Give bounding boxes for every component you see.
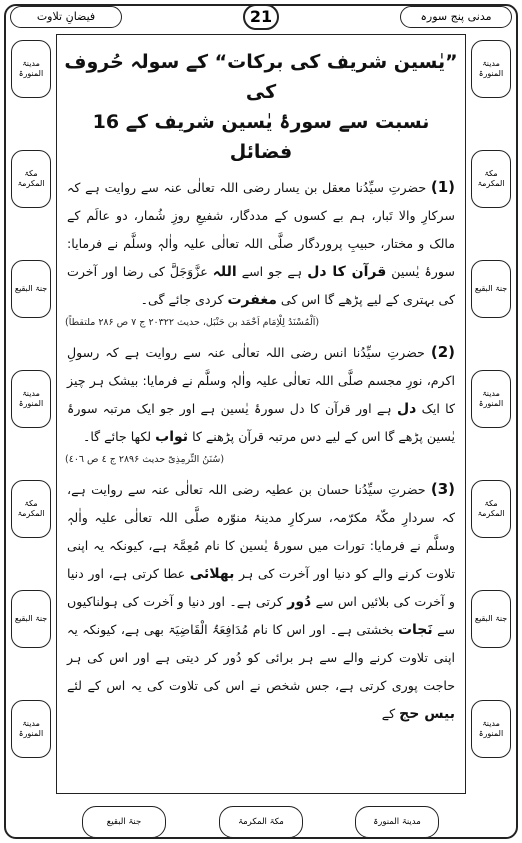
sidebar-cartouche: مکۃ المکرمۃ	[471, 150, 511, 208]
section-3	[57, 469, 465, 728]
footer-cartouche-baqi: جنۃ البقیع	[82, 806, 166, 838]
highlight-text: بیس حج	[399, 706, 455, 722]
section-1	[57, 167, 465, 314]
footer-cartouche-makkah: مکۃ المکرمۃ	[219, 806, 303, 838]
sidebar-cartouche: مکۃ المکرمۃ	[11, 480, 51, 538]
sidebar-cartouche: مکۃ المکرمۃ	[471, 480, 511, 538]
page-number: 21	[243, 4, 279, 30]
sidebar-cartouche: مکۃ المکرمۃ	[11, 150, 51, 208]
section-text: ہے اور قرآن کا دل سورۂ یٰسین ہے اور جو ایک مرتبہ سورۂ یٰسین پڑھے گا اس کے لیے دس مرتبہ قرآن پڑھنے کا	[67, 401, 455, 444]
highlight-text: قرآن کا دل	[307, 264, 387, 280]
title-line-1: ”یٰسین شریف کی برکات“ کے سولہ حُروف کی	[64, 51, 458, 103]
left-sidebar	[8, 32, 54, 792]
highlight-text: دل	[396, 401, 417, 417]
sidebar-cartouche: مدینۃ المنورۃ	[471, 370, 511, 428]
sidebar-cartouche: مدینۃ المنورۃ	[11, 370, 51, 428]
sidebar-cartouche: جنۃ البقیع	[471, 590, 511, 648]
highlight-text: اللہ	[212, 264, 237, 280]
highlight-text: مغفرت	[227, 292, 277, 308]
section-2	[57, 332, 465, 451]
highlight-text: دُور	[287, 594, 312, 610]
section-text: لکھا جائے گا۔	[82, 429, 152, 444]
section-text: حضرتِ سیِّدُنا معقل بن یسار رضی اللہ تعالٰی عنہ سے روایت ہے کہ سرکارِ والا تَبار، ہم بے کسوں کے مددگار، شفیعِ روزِ شُمار، دو عالَم کے مالک و مختار، حبیبِ پروردگار صلَّی اللہ تعالٰی علیہ واٰلہٖ وسلَّم نے فرمایا: سورۂ یٰسین	[67, 180, 455, 279]
sidebar-cartouche: مدینۃ المنورۃ	[11, 700, 51, 758]
section-text: حضرتِ سیِّدُنا حسان بن عطیہ رضی اللہ تعالٰی عنہ سے روایت ہے، کہ سردارِ مکّۂ مکرّمہ، سرکارِ مدینۂ منوّرہ صلَّی اللہ تعالٰی علیہ واٰلہٖ وسلَّم نے فرمایا: تورات میں سورۂ یٰسین کا نام مُعِمَّۃ ہے، کیونکہ یہ اپنی تلاوت کرنے والے کو دنیا اور آخرت کی ہر	[67, 482, 455, 581]
section-text: کردی جائے گی۔	[140, 292, 224, 307]
highlight-text: بھلائی	[189, 566, 235, 582]
section-text: عزَّوَجَلَّ کی رضا اور آخرت کی بہتری کے لیے پڑھے گا اس کی	[67, 264, 455, 307]
section-text: کرتی ہے۔ اور دنیا و آخرت کی ہولناکیوں سے	[67, 594, 455, 637]
highlight-text: ثواب	[155, 429, 189, 445]
sidebar-cartouche: مدینۃ المنورۃ	[471, 40, 511, 98]
section-text: کے	[381, 706, 396, 721]
section-text: ہے جو اسے	[241, 264, 303, 279]
highlight-text: نَجات	[397, 622, 433, 638]
reference-citation: (اَلْمُسْنَدُ لِلْاِمَام اَحْمَد بن حَنْبَل، حدیث ۲۰۳۲۲ ج ۷ ص ۲۸۶ ملتقطاً)	[65, 317, 320, 328]
title-line-2: نسبت سے سورۂ یٰسین شریف کے 16 فضائل	[92, 111, 430, 163]
reference-citation: (سُنَنُ التِّرمِذِیّ حدیث ۲۸۹۶ ج ٤ ص ٤٠٦)	[65, 454, 225, 465]
section-number: (1)	[430, 178, 455, 196]
sidebar-cartouche: جنۃ البقیع	[11, 260, 51, 318]
header	[10, 6, 512, 30]
header-left-label: فیضانِ تلاوت	[10, 6, 122, 28]
section-text: بخشتی ہے۔ اور اس کا نام مُدَافِعَۃُ الْقَاضِیَۃ بھی ہے، کیونکہ یہ اپنی تلاوت کرنے والے سے ہر برائی کو دُور کر دیتی ہے اور اس کی ہر حاجت پوری کرتی ہے، جس شخص نے اس کی تلاوت کی یہ اس کے لئے	[67, 622, 455, 693]
section-number: (2)	[430, 343, 455, 361]
section-number: (3)	[430, 480, 455, 498]
page-title	[57, 47, 465, 167]
section-text: عطا کرتی ہے، اور دنیا و آخرت کی بلائیں اس سے	[67, 566, 455, 609]
header-right-label: مدنی پنج سورہ	[400, 6, 512, 28]
footer-cartouche-medina: مدینۃ المنورۃ	[355, 806, 439, 838]
sidebar-cartouche: مدینۃ المنورۃ	[471, 700, 511, 758]
main-content	[56, 34, 466, 794]
sidebar-cartouche: مدینۃ المنورۃ	[11, 40, 51, 98]
section-text: حضرتِ سیِّدُنا انس رضی اللہ تعالٰی عنہ سے روایت ہے کہ رسولِ اکرم، نورِ مجسم صلَّی اللہ تعالٰی علیہ واٰلہٖ وسلَّم نے فرمایا: بیشک ہر چیز کا ایک	[67, 345, 455, 416]
sidebar-cartouche: جنۃ البقیع	[11, 590, 51, 648]
footer	[0, 800, 522, 843]
sidebar-cartouche: جنۃ البقیع	[471, 260, 511, 318]
right-sidebar	[468, 32, 514, 792]
